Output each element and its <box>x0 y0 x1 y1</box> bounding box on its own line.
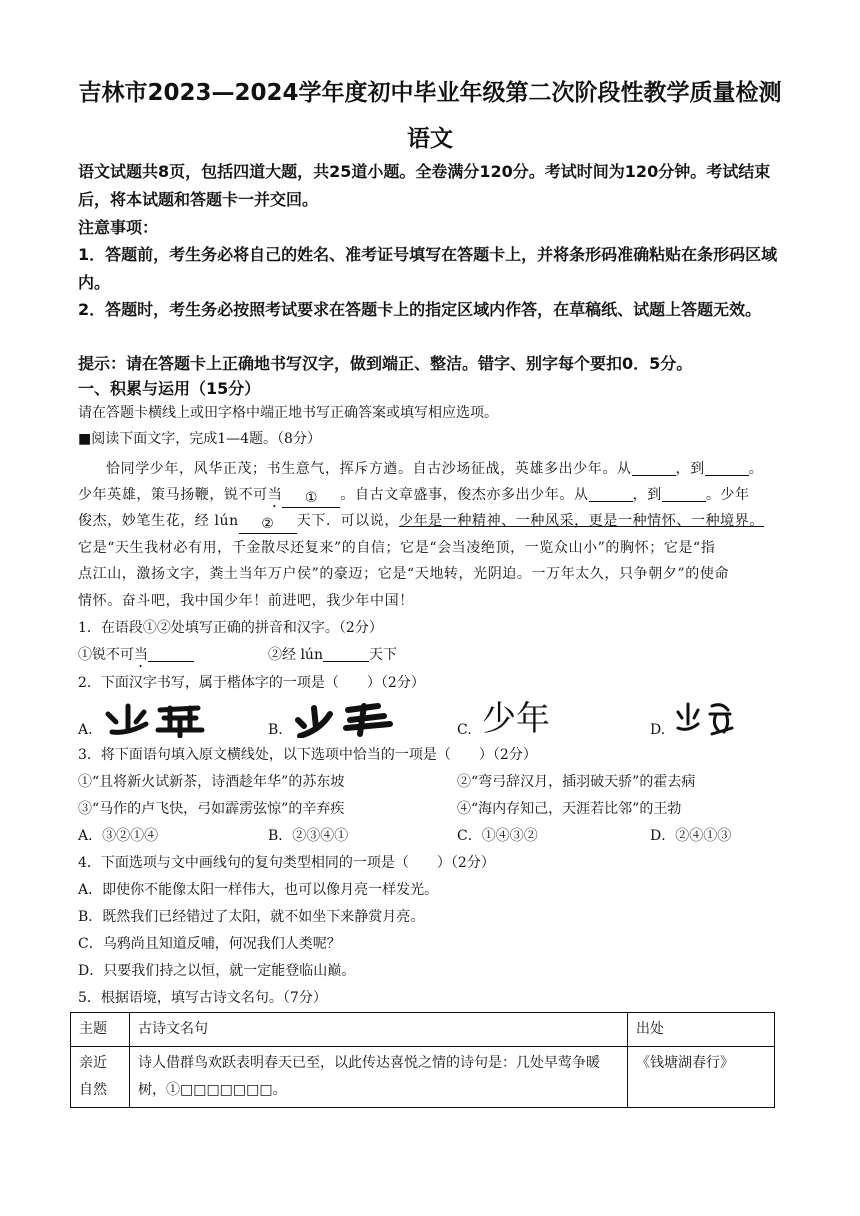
answer-blank <box>323 645 369 662</box>
passage-line-6: 情怀。奋斗吧，我中国少年！前进吧，我少年中国！ <box>78 593 414 609</box>
notes-heading: 注意事项： <box>78 218 159 237</box>
blank-1: ① <box>282 491 340 508</box>
q3-sentence-1: ①“且将新火试新茶，诗酒趁年华”的苏东坡 <box>78 774 345 790</box>
reading-prompt: ■阅读下面文字，完成1—4题。（8分） <box>78 431 321 447</box>
bronze-script-glyph-image <box>672 700 742 738</box>
passage-line-3: 俊杰，妙笔生花，经 lún ② 天下．可以说，少年是一种精神、一种风采，更是一种情怀、一种境界。 <box>78 513 764 532</box>
q3-sentence-4: ④“海内存知己，天涯若比邻”的王勃 <box>457 801 682 817</box>
passage-line-5: 点江山，激扬文字，粪土当年万户侯”的豪迈；它是“天地转，光阴迫。一万年太久，只争朝夕”的使命 <box>78 566 730 582</box>
note-item-2: 2．答题时，考生务必按照考试要求在答题卡上的指定区域内作答，在草稿纸、试题上答题无效。 <box>78 300 762 319</box>
q5-stem: 5．根据语境，填写古诗文名句。（7分） <box>78 990 327 1006</box>
exam-title: 吉林市2023—2024学年度初中毕业年级第二次阶段性教学质量检测 <box>78 80 782 106</box>
seal-script-glyph-image <box>98 700 218 738</box>
q3-option-d: D．②④①③ <box>650 828 732 844</box>
q2-stem: 2．下面汉字书写，属于楷体字的一项是（ ）（2分） <box>78 675 425 691</box>
q3-sentence-3: ③“马作的卢飞快，弓如霹雳弦惊”的辛弃疾 <box>78 801 345 817</box>
passage-line-2: 少年英雄，策马扬鞭，锐不可当 ① 。自古文章盛事，俊杰亦多出少年。从 ，到 。少年 <box>78 487 750 506</box>
q3-option-b: B．②③④① <box>268 828 349 844</box>
table-row <box>71 1047 775 1108</box>
blank <box>662 485 706 502</box>
q4-option-a: A．即使你不能像太阳一样伟大，也可以像月亮一样发光。 <box>78 882 439 898</box>
answer-blank <box>148 645 194 662</box>
header-quote: 古诗文名句 <box>130 1013 628 1047</box>
regular-script-glyph: 少年 <box>482 699 550 739</box>
passage-line-1: 恰同学少年，风华正茂；书生意气，挥斥方遒。自古沙场征战，英雄多出少年。从 ，到 。 <box>106 461 764 477</box>
q2-option-c-label: C. <box>457 722 472 738</box>
q3-option-a: A．③②①④ <box>78 828 159 844</box>
q1-part-b: ②经 lún 天下 <box>268 647 397 663</box>
q2-option-a-label: A. <box>78 722 93 738</box>
q4-option-d: D．只要我们持之以恒，就一定能登临山巅。 <box>78 963 356 979</box>
blank <box>705 459 749 476</box>
q2-option-b-label: B. <box>268 722 283 738</box>
header-source: 出处 <box>628 1013 775 1047</box>
q1-part-a: ①锐不可当 <box>78 645 194 671</box>
table-header-row <box>71 1013 775 1047</box>
tip-text: 提示：请在答题卡上正确地书写汉字，做到端正、整洁。错字、别字每个要扣0．5分。 <box>78 354 693 373</box>
poetry-table <box>70 1012 775 1108</box>
quote-cell: 诗人借群鸟欢跃表明春天已至，以此传达喜悦之情的诗句是：几处早莺争暖树，①□□□□□□□。 <box>130 1047 628 1108</box>
underlined-sentence: 少年是一种精神、一种风采，更是一种情怀、一种境界。 <box>398 513 764 529</box>
q4-option-b: B．既然我们已经错过了太阳，就不如坐下来静赏月亮。 <box>78 909 425 925</box>
passage-line-4: 它是“天生我材必有用，千金散尽还复来”的自信；它是“会当凌绝顶，一览众山小”的胸怀；它是“指 <box>78 540 716 556</box>
blank-2: ② <box>239 517 297 534</box>
q4-option-c: C．乌鸦尚且知道反哺，何况我们人类呢？ <box>78 936 341 952</box>
exam-intro: 语文试题共8页，包括四道大题，共25道小题。全卷满分120分。考试时间为120分钟。考试结束后，将本试题和答题卡一并交回。 <box>78 162 771 209</box>
blank <box>589 485 633 502</box>
note-item-1: 1．答题前，考生务必将自己的姓名、准考证号填写在答题卡上，并将条形码准确粘贴在条形码区域内。 <box>78 245 778 292</box>
header-theme: 主题 <box>71 1013 130 1047</box>
section-instruction: 请在答题卡横线上或田字格中端正地书写正确答案或填写相应选项。 <box>78 405 498 421</box>
q3-option-c: C．①④③② <box>457 828 538 844</box>
q1-stem: 1．在语段①②处填写正确的拼音和汉字。（2分） <box>78 620 383 636</box>
q2-option-d-label: D. <box>650 722 666 738</box>
q3-sentence-2: ②“弯弓辞汉月，插羽破天骄”的霍去病 <box>457 774 696 790</box>
q3-stem: 3．将下面语句填入原文横线处，以下选项中恰当的一项是（ ）（2分） <box>78 747 537 763</box>
source-cell: 《钱塘湖春行》 <box>628 1047 775 1108</box>
section-heading: 一、积累与运用（15分） <box>78 379 261 398</box>
cursive-glyph-image <box>290 700 410 738</box>
subject-title: 语文 <box>407 126 453 152</box>
theme-cell: 亲近 自然 <box>71 1047 130 1108</box>
q4-stem: 4．下面选项与文中画线句的复句类型相同的一项是（ ）（2分） <box>78 855 495 871</box>
blank <box>632 459 676 476</box>
